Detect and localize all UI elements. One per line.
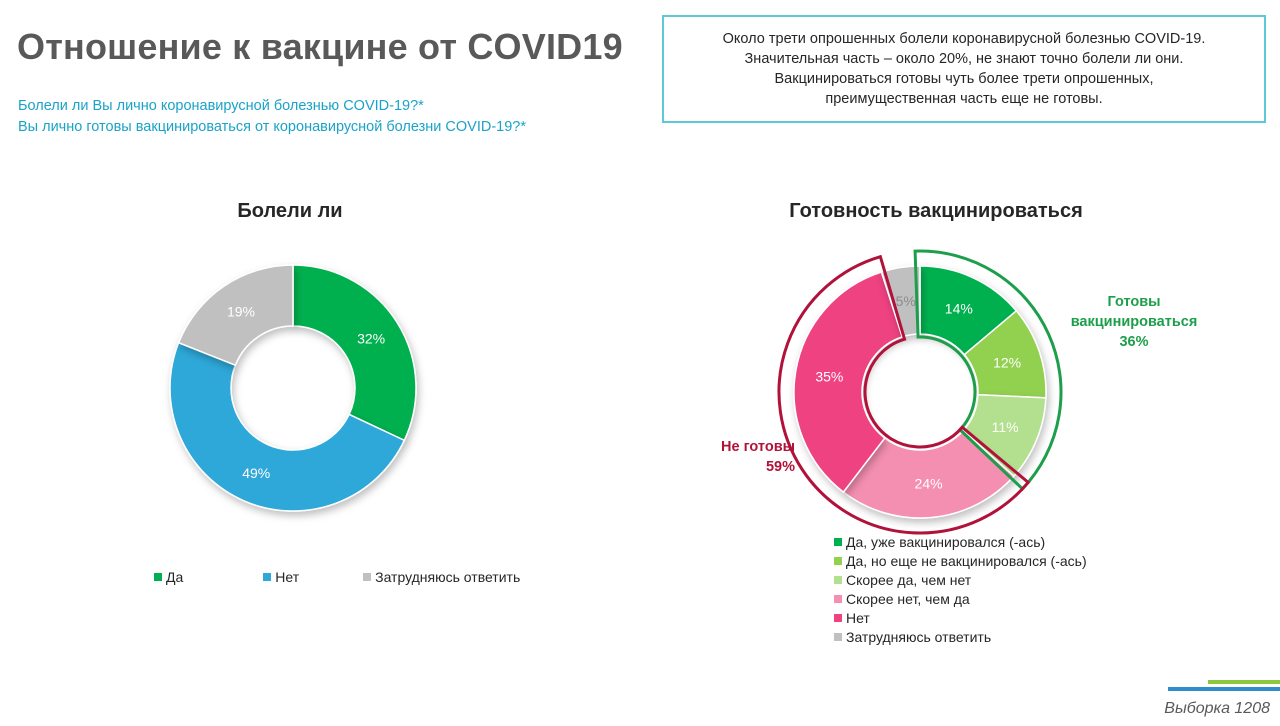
sample-size: Выборка 1208 [1164, 700, 1270, 717]
chart2-legend [834, 532, 1087, 646]
chart2-legend-swatch-4 [834, 614, 842, 622]
chart2-data-label-5: 5% [895, 293, 916, 310]
chart2-legend-label-5: Затрудняюсь ответить [846, 628, 992, 645]
brand-stripe-blue [1168, 687, 1280, 691]
brand-stripe-green [1208, 680, 1280, 684]
chart2-group-label-0 [1054, 292, 1214, 352]
chart2-group-label-1 [635, 437, 795, 477]
chart1-donut [170, 265, 416, 511]
chart2-data-label-4: 35% [815, 368, 844, 385]
chart2-group-name-0: Готовы вакцинироваться [1070, 294, 1198, 330]
chart1-legend-label-1: Нет [275, 569, 300, 585]
chart2-legend-swatch-1 [834, 557, 842, 565]
chart1-data-label-0: 32% [357, 330, 386, 347]
chart2-legend-label-1: Да, но еще не вакцинировался (-ась) [846, 552, 1087, 569]
chart1-title: Болели ли [237, 200, 343, 222]
chart1-slice-0 [293, 265, 416, 440]
chart2-legend-item-0 [834, 532, 1087, 551]
chart2-data-label-3: 24% [914, 475, 943, 492]
chart1-legend [154, 569, 520, 585]
question-1: Болели ли Вы лично коронавирусной болезнью COVID-19?* [18, 98, 424, 114]
chart1-legend-item-0 [154, 569, 183, 585]
chart1-legend-swatch-2 [363, 573, 371, 581]
brand-stripes [1168, 678, 1280, 694]
chart2-legend-item-2 [834, 570, 1087, 589]
summary-line-4: преимущественная часть еще не готовы. [825, 91, 1103, 107]
chart2-legend-swatch-2 [834, 576, 842, 584]
chart2-group-value-1: 59% [765, 459, 795, 475]
chart2-donut [779, 251, 1061, 533]
summary-line-1: Около трети опрошенных болели коронавирусной болезнью COVID-19. [722, 31, 1206, 47]
summary-line-2: Значительная часть – около 20%, не знают точно болели ли они. [744, 51, 1184, 67]
chart2-legend-item-5 [834, 627, 1087, 646]
chart1-legend-item-1 [263, 569, 299, 585]
chart1-data-label-2: 19% [226, 303, 256, 320]
chart2-legend-item-4 [834, 608, 1087, 627]
chart2-legend-label-0: Да, уже вакцинировался (-ась) [846, 533, 1046, 550]
chart2-legend-item-3 [834, 589, 1087, 608]
chart1-data-label-1: 49% [242, 464, 271, 481]
chart1-legend-label-0: Да [166, 569, 184, 585]
chart1-legend-swatch-1 [263, 573, 271, 581]
chart2-group-name-1: Не готовы [721, 439, 795, 455]
chart2-data-label-2: 11% [991, 418, 1019, 435]
chart2-data-label-0: 14% [944, 300, 973, 317]
chart2-title: Готовность вакцинироваться [789, 200, 1083, 222]
chart2-legend-label-3: Скорее нет, чем да [846, 590, 970, 607]
chart2-legend-label-2: Скорее да, чем нет [846, 571, 972, 588]
chart2-legend-label-4: Нет [846, 609, 870, 626]
chart1-legend-item-2 [363, 569, 520, 585]
chart2-group-value-0: 36% [1119, 334, 1149, 350]
chart2-legend-item-1 [834, 551, 1087, 570]
question-2: Вы лично готовы вакцинироваться от коронавирусной болезни COVID-19?* [18, 119, 527, 135]
chart1-legend-swatch-0 [154, 573, 162, 581]
chart2-legend-swatch-0 [834, 538, 842, 546]
summary-line-3: Вакцинироваться готовы чуть более трети опрошенных, [774, 71, 1154, 87]
chart2-legend-swatch-3 [834, 595, 842, 603]
chart1-legend-label-2: Затрудняюсь ответить [375, 569, 521, 585]
chart2-legend-swatch-5 [834, 633, 842, 641]
chart2-data-label-1: 12% [993, 354, 1022, 371]
page-title: Отношение к вакцине от COVID19 [17, 26, 623, 67]
